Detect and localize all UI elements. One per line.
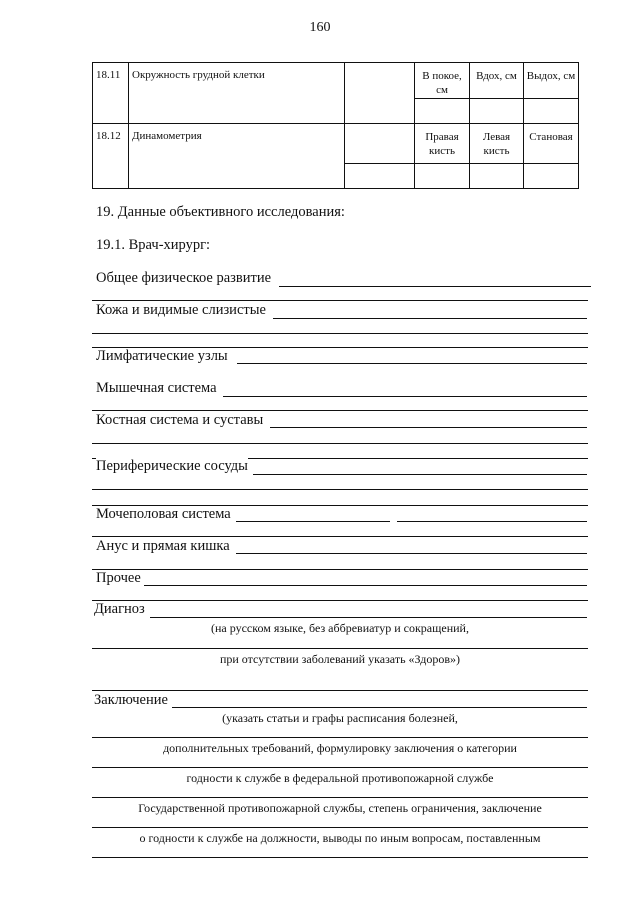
value-cell[interactable] — [524, 164, 579, 189]
skin-line[interactable] — [273, 318, 587, 319]
value-cell[interactable] — [524, 99, 579, 124]
diagnosis-label: Диагноз — [94, 601, 145, 617]
bone-system-label: Костная система и суставы — [96, 412, 264, 428]
muscle-system-line[interactable] — [223, 396, 587, 397]
column-header: Вдох, см — [470, 63, 524, 99]
column-header: Левая кисть — [470, 124, 524, 164]
blank-line[interactable] — [92, 797, 588, 798]
conclusion-hint-4: Государственной противопожарной службы, степень ограничения, заключение — [138, 801, 542, 815]
general-development-label: Общее физическое развитие — [96, 270, 272, 286]
conclusion-hint-3: годности к службе в федеральной противопожарной службе — [186, 771, 494, 785]
value-cell[interactable] — [345, 124, 415, 164]
blank-line[interactable] — [92, 690, 588, 691]
peripheral-vessels-line[interactable] — [253, 474, 587, 475]
blank-line[interactable] — [92, 857, 588, 858]
row-number: 18.12 — [93, 124, 129, 189]
value-cell[interactable] — [415, 99, 470, 124]
blank-line[interactable] — [92, 333, 588, 334]
value-cell[interactable] — [470, 99, 524, 124]
blank-line[interactable] — [92, 600, 588, 601]
other-label: Прочее — [96, 570, 141, 586]
general-development-line[interactable] — [279, 286, 591, 287]
blank-line[interactable] — [92, 536, 588, 537]
muscle-system-label: Мышечная система — [96, 380, 217, 396]
value-cell[interactable] — [345, 63, 415, 124]
conclusion-hint-2: дополнительных требований, формулировку заключения о категории — [163, 741, 517, 755]
conclusion-label: Заключение — [94, 692, 168, 708]
diagnosis-hint-2: при отсутствии заболеваний указать «Здоров») — [219, 652, 461, 666]
other-line[interactable] — [144, 585, 587, 586]
skin-label: Кожа и видимые слизистые — [96, 302, 266, 318]
column-header: Правая кисть — [415, 124, 470, 164]
urogenital-line-2[interactable] — [397, 521, 587, 522]
anus-label: Анус и прямая кишка — [96, 538, 230, 554]
table-row — [93, 63, 579, 99]
measurements-table — [92, 62, 579, 189]
value-cell[interactable] — [415, 164, 470, 189]
blank-line[interactable] — [92, 767, 588, 768]
blank-line[interactable] — [92, 489, 588, 490]
subsection-title: 19.1. Врач-хирург: — [96, 237, 211, 253]
conclusion-hint-1: (указать статьи и графы расписания болезней, — [222, 711, 458, 725]
row-number: 18.11 — [93, 63, 129, 124]
value-cell[interactable] — [345, 164, 415, 189]
blank-line[interactable] — [92, 569, 588, 570]
diagnosis-line[interactable] — [150, 617, 587, 618]
table-row — [93, 124, 579, 164]
peripheral-vessels-label: Периферические сосуды — [96, 458, 248, 474]
blank-line[interactable] — [92, 648, 588, 649]
conclusion-hint-5: о годности к службе на должности, выводы по иным вопросам, поставленным — [139, 831, 541, 845]
anus-line[interactable] — [236, 553, 587, 554]
urogenital-line-1[interactable] — [236, 521, 390, 522]
blank-line[interactable] — [92, 410, 588, 411]
diagnosis-hint-1: (на русском языке, без аббревиатур и сокращений, — [211, 621, 469, 635]
blank-line[interactable] — [92, 737, 588, 738]
lymph-nodes-label: Лимфатические узлы — [96, 348, 228, 364]
blank-line[interactable] — [92, 827, 588, 828]
value-cell[interactable] — [470, 164, 524, 189]
column-header: В покое, см — [415, 63, 470, 99]
row-name: Динамометрия — [129, 124, 345, 189]
column-header: Выдох, см — [524, 63, 579, 99]
page-number: 160 — [309, 20, 331, 35]
lymph-nodes-line[interactable] — [237, 363, 587, 364]
row-name: Окружность грудной клетки — [129, 63, 345, 124]
conclusion-line[interactable] — [172, 707, 587, 708]
blank-line[interactable] — [92, 300, 588, 301]
section-title: 19. Данные объективного исследования: — [96, 204, 345, 220]
bone-system-line[interactable] — [270, 427, 587, 428]
column-header: Становая — [524, 124, 579, 164]
blank-line[interactable] — [92, 443, 588, 444]
urogenital-label: Мочеполовая система — [96, 506, 231, 522]
